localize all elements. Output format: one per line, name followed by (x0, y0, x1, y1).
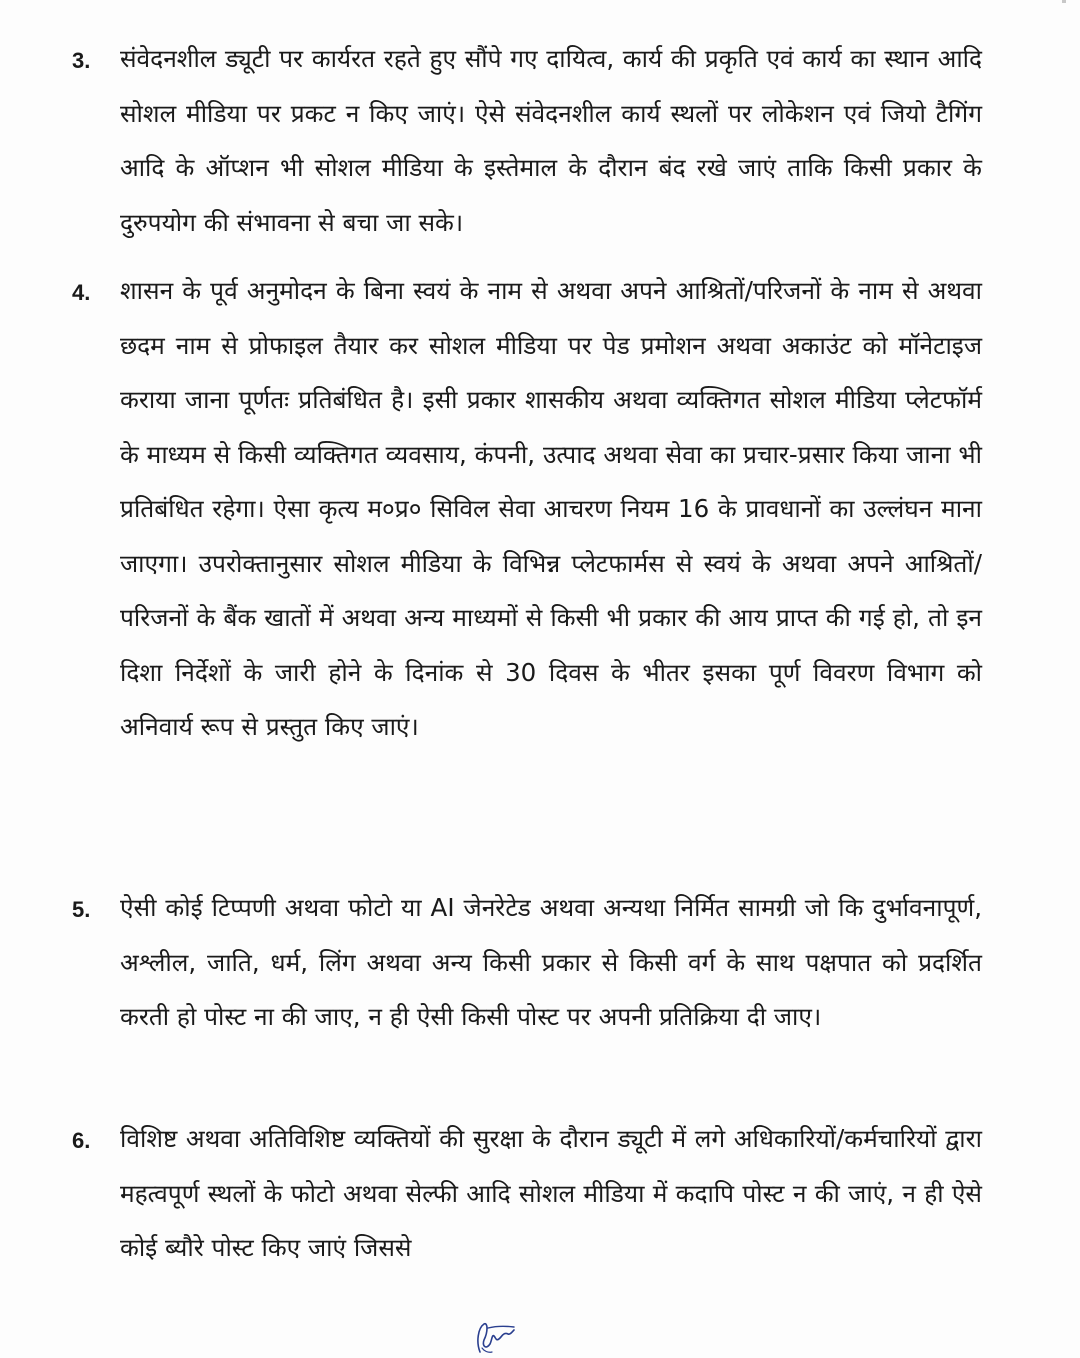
paragraph-number: 4. (72, 280, 91, 305)
paragraph-number: 3. (72, 48, 91, 73)
paragraph-text: ऐसी कोई टिप्पणी अथवा फोटो या AI जेनरेटेड अथवा अन्यथा निर्मित सामग्री जो कि दुर्भावनापूर्ण, अश्लील, जाति, धर्म, लिंग अथवा अन्य किसी प्रकार से किसी वर्ग के साथ पक्षपात को प्रदर्शित करती हो पोस्ट ना की जाए, न ही ऐसी किसी पोस्ट पर अपनी प्रतिक्रिया दी जाए। (120, 893, 982, 1031)
paragraph-text: विशिष्ट अथवा अतिविशिष्ट व्यक्तियों की सुरक्षा के दौरान ड्यूटी में लगे अधिकारियों/कर्मचारियों द्वारा महत्वपूर्ण स्थलों के फोटो अथवा सेल्फी आदि सोशल मीडिया में कदापि पोस्ट न की जाएं, न ही ऐसे कोई ब्यौरे पोस्ट किए जाएं जिससे (120, 1124, 982, 1262)
signature-icon (466, 1318, 526, 1356)
paragraph-number: 5. (72, 897, 91, 922)
paragraph-number: 6. (72, 1128, 91, 1153)
corner-mark (1062, 0, 1066, 3)
paragraph-text: शासन के पूर्व अनुमोदन के बिना स्वयं के नाम से अथवा अपने आश्रितों/परिजनों के नाम से अथवा छदम नाम से प्रोफाइल तैयार कर सोशल मीडिया पर पेड प्रमोशन अथवा अकाउंट को मॉनेटाइज कराया जाना पूर्णतः प्रतिबंधित है। इसी प्रकार शासकीय अथवा व्यक्तिगत सोशल मीडिया प्लेटफॉर्म के माध्यम से किसी व्यक्तिगत व्यवसाय, कंपनी, उत्पाद अथवा सेवा का प्रचार-प्रसार किया जाना भी प्रतिबंधित रहेगा। ऐसा कृत्य म०प्र० सिविल सेवा आचरण नियम 16 के प्रावधानों का उल्लंघन माना जाएगा। उपरोक्तानुसार सोशल मीडिया के विभिन्न प्लेटफार्मस से स्वयं के अथवा अपने आश्रितों/परिजनों के बैंक खातों में अथवा अन्य माध्यमों से किसी भी प्रकार की आय प्राप्त की गई हो, तो इन दिशा निर्देशों के जारी होने के दिनांक से 30 दिवस के भीतर इसका पूर्ण विवरण विभाग को अनिवार्य रूप से प्रस्तुत किए जाएं। (120, 276, 982, 741)
paragraph-text: संवेदनशील ड्यूटी पर कार्यरत रहते हुए सौंपे गए दायित्व, कार्य की प्रकृति एवं कार्य का स्थान आदि सोशल मीडिया पर प्रकट न किए जाएं। ऐसे संवेदनशील कार्य स्थलों पर लोकेशन एवं जियो टैगिंग आदि के ऑप्शन भी सोशल मीडिया के इस्तेमाल के दौरान बंद रखे जाएं ताकि किसी प्रकार के दुरुपयोग की संभावना से बचा जा सके। (120, 44, 982, 237)
